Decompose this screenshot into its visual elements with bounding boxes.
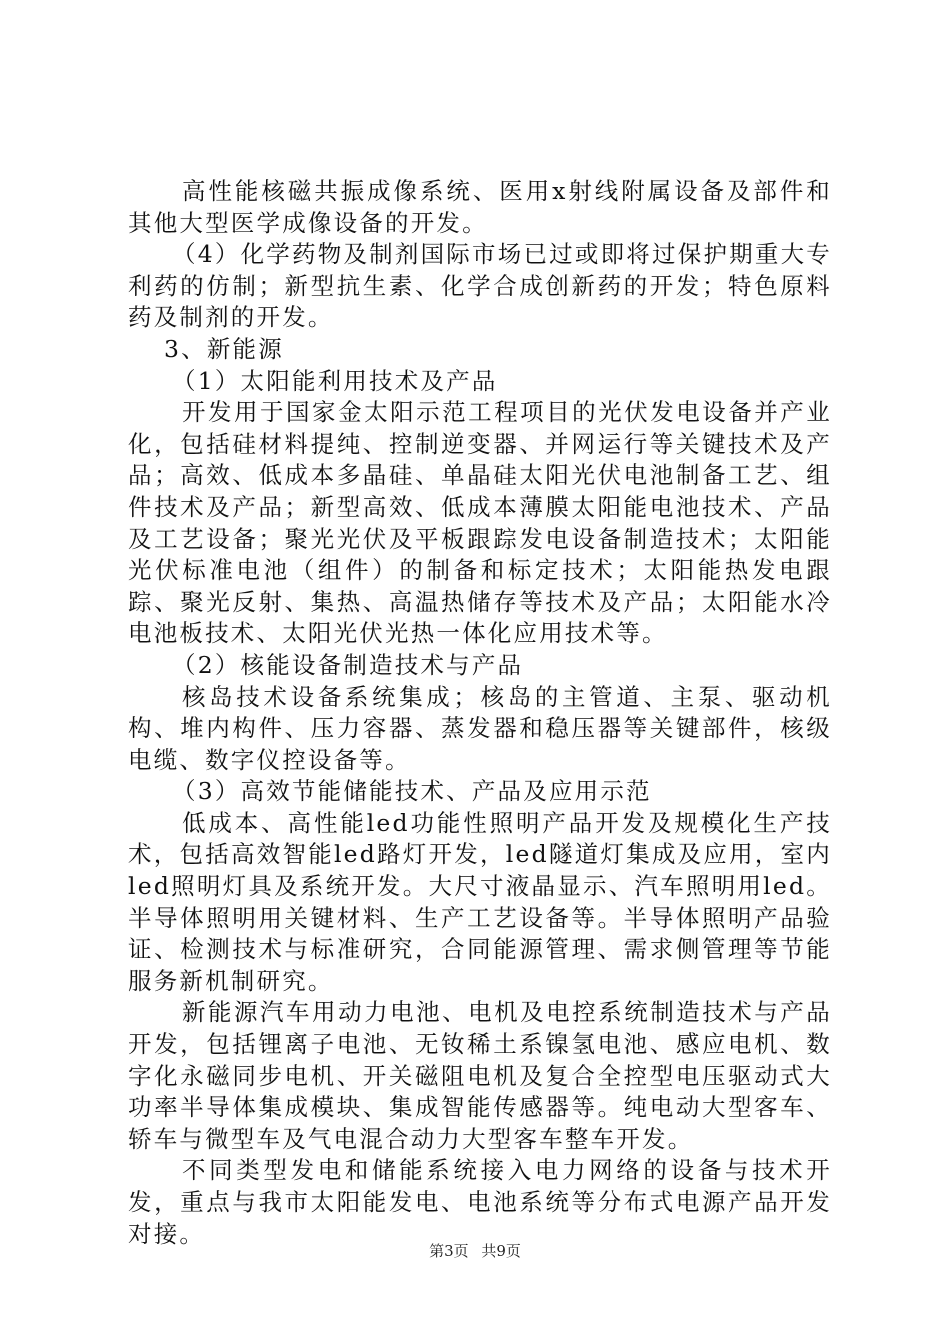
subheading-nuclear: （2）核能设备制造技术与产品 bbox=[172, 650, 524, 679]
paragraph-grid: 不同类型发电和储能系统接入电力网络的设备与技术开发，重点与我市太阳能发电、电池系统等分布式电源产品开发对接。 bbox=[128, 1156, 832, 1248]
page-total: 共9页 bbox=[481, 1242, 521, 1260]
page-footer bbox=[0, 1241, 950, 1261]
paragraph-led: 低成本、高性能led功能性照明产品开发及规模化生产技术，包括高效智能led路灯开发，led隧道灯集成及应用，室内led照明灯具及系统开发。大尺寸液晶显示、汽车照明用led。半导体照明用关键材料、生产工艺设备等。半导体照明产品验证、检测技术与标准研究，合同能源管理、需求侧管理等节能服务新机制研究。 bbox=[128, 808, 832, 995]
paragraph-solar: 开发用于国家金太阳示范工程项目的光伏发电设备并产业化，包括硅材料提纯、控制逆变器、并网运行等关键技术及产品；高效、低成本多晶硅、单晶硅太阳光伏电池制备工艺、组件技术及产品；新型高效、低成本薄膜太阳能电池技术、产品及工艺设备；聚光光伏及平板跟踪发电设备制造技术；太阳能光伏标准电池（组件）的制备和标定技术；太阳能热发电跟踪、聚光反射、集热、高温热储存等技术及产品；太阳能水冷电池板技术、太阳光伏光热一体化应用技术等。 bbox=[128, 398, 832, 648]
paragraph-nuclear: 核岛技术设备系统集成；核岛的主管道、主泵、驱动机构、堆内构件、压力容器、蒸发器和稳压器等关键部件，核级电缆、数字仪控设备等。 bbox=[128, 682, 832, 774]
document-body bbox=[128, 176, 832, 1250]
subheading-solar: （1）太阳能利用技术及产品 bbox=[172, 366, 498, 395]
paragraph-chemical-drugs: （4）化学药物及制剂国际市场已过或即将过保护期重大专利药的仿制；新型抗生素、化学合成创新药的开发；特色原料药及制剂的开发。 bbox=[128, 240, 832, 332]
section-heading-new-energy: 3、新能源 bbox=[164, 334, 284, 363]
page-number: 第3页 bbox=[429, 1242, 469, 1260]
paragraph-medical-imaging: 高性能核磁共振成像系统、医用x射线附属设备及部件和其他大型医学成像设备的开发。 bbox=[128, 177, 832, 237]
paragraph-ev: 新能源汽车用动力电池、电机及电控系统制造技术与产品开发，包括锂离子电池、无钕稀土系镍氢电池、感应电机、数字化永磁同步电机、开关磁阻电机及复合全控型电压驱动式大功率半导体集成模块、集成智能传感器等。纯电动大型客车、轿车与微型车及气电混合动力大型客车整车开发。 bbox=[128, 998, 832, 1153]
subheading-energy-storage: （3）高效节能储能技术、产品及应用示范 bbox=[172, 777, 652, 806]
